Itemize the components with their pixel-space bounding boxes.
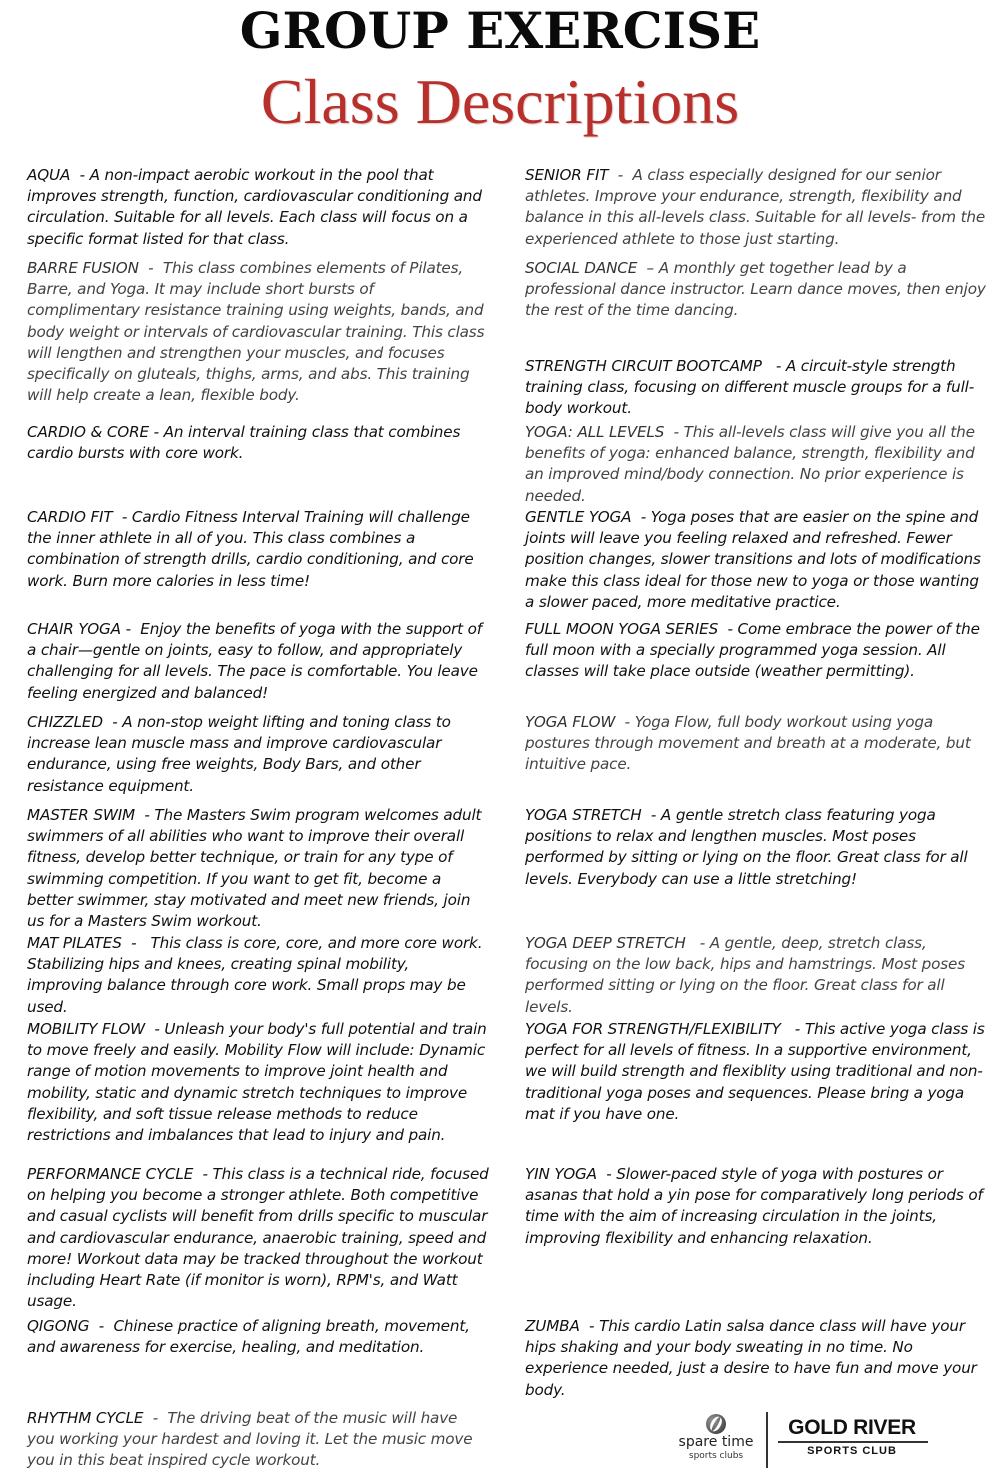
- separator: -: [138, 259, 163, 277]
- class-name: CHIZZLED: [27, 713, 103, 731]
- class-description: A gentle, deep, stretch class, focusing on the low back, hips and hamstrings. Most poses performed sitting or lying on the floor. Great class for all levels.: [525, 934, 966, 1016]
- class-name: QIGONG: [27, 1317, 90, 1335]
- separator: -: [102, 713, 123, 731]
- spare-time-name: spare time: [678, 1434, 754, 1450]
- class-description: This cardio Latin salsa dance class will have your hips shaking and your body sweating in no time. No experience needed, just a desire to have fun and move your body.: [525, 1317, 977, 1399]
- spare-time-subtitle: sports clubs: [688, 1451, 744, 1461]
- class-name: FULL MOON YOGA SERIES: [525, 620, 719, 638]
- class-name: YOGA: ALL LEVELS: [525, 423, 665, 441]
- class-entry-aqua: [27, 165, 489, 250]
- class-entry-gentle-yoga: [525, 507, 987, 613]
- class-description: This class is a technical ride, focused on helping you become a stronger athlete. Both competitive and casual cyclists will benefit from drills specific to muscular and cardiovascular endurance, anaerobic training, speed and more! Workout data may be tracked throughout the workout including Heart Rate (if monitor is worn), RPM's, and Watt usage.: [27, 1165, 489, 1311]
- class-name: MOBILITY FLOW: [27, 1020, 146, 1038]
- class-description: This class combines elements of Pilates, Barre, and Yoga. It may include short bursts of complimentary resistance training using weights, bands, and body weight or intervals of cardiovascular training. This class will lengthen and strengthen your muscles, and focuses specifically on gluteals, thighs, arms, and abs. This training will help create a lean, flexible body.: [27, 259, 485, 405]
- class-entry-yoga-stretch: [525, 805, 987, 890]
- class-description: A class especially designed for our senior athletes. Improve your endurance, strength, flexibility and balance in this all-levels class. Suitable for all levels- from the experienced athlete to those just starting.: [525, 166, 986, 248]
- separator: -: [112, 508, 132, 526]
- class-name: YOGA FOR STRENGTH/FLEXIBILITY: [525, 1020, 781, 1038]
- class-description: The Masters Swim program welcomes adult swimmers of all abilities who want to improve their overall fitness, develop better technique, or train for any type of swimming competition. If you want to get fit, become a better swimmer, stay motivated and meet new friends, join us for a Masters Swim workout.: [27, 806, 482, 931]
- class-entry-yin-yoga: [525, 1164, 987, 1249]
- separator: -: [631, 508, 651, 526]
- separator: -: [193, 1165, 213, 1183]
- class-description: Cardio Fitness Interval Training will challenge the inner athlete in all of you. This class combines a combination of strength drills, cardio conditioning, and core work. Burn more calories in less time!: [27, 508, 474, 590]
- class-description: A monthly get together lead by a professional dance instructor. Learn dance moves, then enjoy the rest of the time dancing.: [525, 259, 986, 320]
- separator: -: [615, 713, 635, 731]
- class-entry-qigong: [27, 1316, 489, 1358]
- class-entry-yoga-all-levels: [525, 422, 987, 507]
- class-name: SOCIAL DANCE: [525, 259, 638, 277]
- separator: -: [718, 620, 738, 638]
- class-entry-mat-pilates: [27, 933, 489, 1018]
- separator: -: [148, 423, 164, 441]
- class-name: CARDIO FIT: [27, 508, 113, 526]
- class-description: Unleash your body's full potential and train to move freely and easily. Mobility Flow will include: Dynamic range of motion movements to improve joint health and mobility, static and dynamic stretch techniques to improve flexibility, and soft tissue release methods to reduce restrictions and imbalances that lead to injury and pain.: [27, 1020, 487, 1145]
- class-name: MAT PILATES: [27, 934, 122, 952]
- class-entry-cardio-core: [27, 422, 489, 464]
- class-entry-chizzled: [27, 712, 489, 797]
- separator: -: [780, 1020, 805, 1038]
- class-name: ZUMBA: [525, 1317, 580, 1335]
- separator: -: [685, 934, 710, 952]
- gold-river-rule: [778, 1441, 928, 1443]
- separator: -: [641, 806, 661, 824]
- separator: -: [143, 1409, 168, 1427]
- class-description: Slower-paced style of yoga with postures or asanas that hold a yin pose for comparatively long periods of time with the aim of increasing circulation in the joints, improving flexibility and enhancing relaxation.: [525, 1165, 983, 1247]
- class-description: This class is core, core, and more core work. Stabilizing hips and knees, creating spinal mobility, improving balance through core work. Small props may be used.: [27, 934, 483, 1016]
- separator: -: [145, 1020, 165, 1038]
- separator: –: [637, 259, 659, 277]
- class-description: This active yoga class is perfect for all levels of fitness. In a supportive environment, we will build strength and flexiblity using traditional and non-traditional yoga poses and sequences. Please bring a yoga mat if you have one.: [525, 1020, 985, 1123]
- class-entry-yoga-strength-flexibility: [525, 1019, 987, 1125]
- class-entry-master-swim: [27, 805, 489, 932]
- class-description: A non-impact aerobic workout in the pool that improves strength, function, cardiovascular conditioning and circulation. Suitable for all levels. Each class will focus on a specific format listed for that class.: [27, 166, 482, 248]
- separator: -: [89, 1317, 114, 1335]
- class-description: The driving beat of the music will have you working your hardest and loving it. Let the music move you in this beat inspired cycle workout.: [27, 1409, 473, 1470]
- class-description: Yoga poses that are easier on the spine and joints will leave you feeling relaxed and refreshed. Fewer position changes, slower transitions and lots of modifications make this class ideal for those new to yoga or those wanting a slower paced, more meditative practice.: [525, 508, 981, 611]
- class-entry-performance-cycle: [27, 1164, 489, 1312]
- footer-logos: [672, 1410, 932, 1470]
- separator: -: [579, 1317, 600, 1335]
- class-description: Enjoy the benefits of yoga with the support of a chair—gentle on joints, easy to follow, and appropriately challenging for all levels. The pace is comfortable. You leave feeling energized and balanced!: [27, 620, 482, 702]
- separator: -: [608, 166, 633, 184]
- class-entry-senior-fit: [525, 165, 987, 250]
- separator: -: [761, 357, 786, 375]
- class-entry-barre-fusion: [27, 258, 489, 406]
- class-name: YOGA DEEP STRETCH: [525, 934, 686, 952]
- separator: -: [120, 620, 141, 638]
- class-name: YOGA STRETCH: [525, 806, 642, 824]
- class-entry-social-dance: [525, 258, 987, 322]
- class-entry-yoga-flow: [525, 712, 987, 776]
- class-name: STRENGTH CIRCUIT BOOTCAMP: [525, 357, 762, 375]
- class-name: RHYTHM CYCLE: [27, 1409, 144, 1427]
- class-name: MASTER SWIM: [27, 806, 135, 824]
- class-name: CHAIR YOGA: [27, 620, 121, 638]
- page-title: GROUP EXERCISE: [239, 1, 761, 60]
- page-subtitle: Class Descriptions: [260, 66, 740, 137]
- gold-river-subtitle: SPORTS CLUB: [807, 1445, 897, 1457]
- class-entry-full-moon-yoga-series: [525, 619, 987, 683]
- class-description: Chinese practice of aligning breath, movement, and awareness for exercise, healing, and meditation.: [27, 1317, 470, 1357]
- class-entry-mobility-flow: [27, 1019, 489, 1146]
- spare-time-logo: [672, 1410, 760, 1470]
- class-name: PERFORMANCE CYCLE: [27, 1165, 194, 1183]
- class-entry-rhythm-cycle: [27, 1408, 489, 1472]
- class-name: YIN YOGA: [525, 1165, 597, 1183]
- class-entry-cardio-fit: [27, 507, 489, 592]
- gold-river-name: GOLD RIVER: [788, 1416, 916, 1439]
- separator: -: [70, 166, 90, 184]
- separator: -: [134, 806, 155, 824]
- ball-icon: [706, 1414, 726, 1434]
- class-name: GENTLE YOGA: [525, 508, 632, 526]
- class-name: CARDIO & CORE: [27, 423, 149, 441]
- separator: -: [664, 423, 684, 441]
- class-name: SENIOR FIT: [525, 166, 609, 184]
- class-entry-zumba: [525, 1316, 987, 1401]
- class-entry-chair-yoga: [27, 619, 489, 704]
- logo-divider: [766, 1412, 768, 1468]
- class-description: This all-levels class will give you all the benefits of yoga: enhanced balance, strength, flexibility and an improved mind/body connection. No prior experience is needed.: [525, 423, 975, 505]
- class-description: A non-stop weight lifting and toning class to increase lean muscle mass and improve cardiovascular endurance, using free weights, Body Bars, and other resistance equipment.: [27, 713, 451, 795]
- class-description: Come embrace the power of the full moon with a specially programmed yoga session. All classes will take place outside (weather permitting).: [525, 620, 980, 681]
- separator: -: [596, 1165, 617, 1183]
- class-name: AQUA: [27, 166, 71, 184]
- class-description: An interval training class that combines cardio bursts with core work.: [27, 423, 461, 463]
- class-name: BARRE FUSION: [27, 259, 139, 277]
- class-description: A gentle stretch class featuring yoga positions to relax and lengthen muscles. Most poses performed by sitting or lying on the floor. Great class for all levels. Everybody can use a little stretching!: [525, 806, 968, 888]
- class-description: A circuit-style strength training class, focusing on different muscle groups for a full-body workout.: [525, 357, 975, 418]
- separator: -: [121, 934, 151, 952]
- class-entry-yoga-deep-stretch: [525, 933, 987, 1018]
- class-description: Yoga Flow, full body workout using yoga postures through movement and breath at a moderate, but intuitive pace.: [525, 713, 971, 774]
- class-name: YOGA FLOW: [525, 713, 616, 731]
- class-entry-strength-circuit-bootcamp: [525, 356, 987, 420]
